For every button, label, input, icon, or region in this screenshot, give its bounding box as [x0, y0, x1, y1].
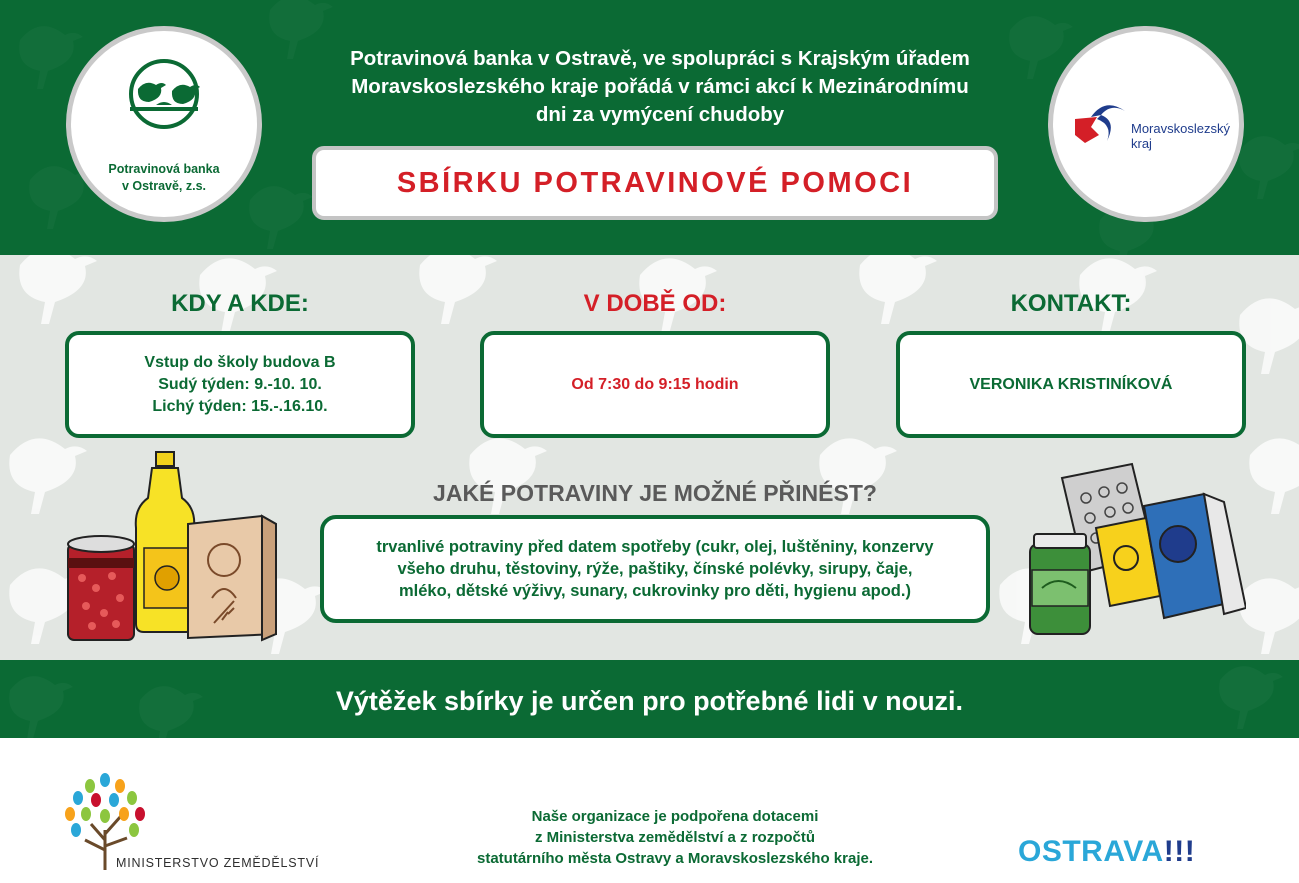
ostrava-word: OSTRAVA: [1018, 835, 1164, 868]
ministry-logo-text: MINISTERSTVO ZEMĚDĚLSTVÍ: [116, 856, 320, 870]
foods-line: všeho druhu, těstoviny, rýže, paštiky, čínské polévky, sirupy, čaje,: [397, 560, 913, 578]
time-heading: V DOBĚ OD:: [583, 290, 727, 317]
intro-line: Moravskoslezského kraje pořádá v rámci akcí k Mezinárodnímu: [351, 75, 969, 98]
foods-line: mléko, dětské výživy, sunary, cukrovinky pro děti, hygienu apod.): [399, 582, 911, 600]
time-box: [480, 331, 830, 438]
foods-heading: JAKÉ POTRAVINY JE MOŽNÉ PŘINÉST?: [433, 480, 877, 506]
sponsor-line: Naše organizace je podpořena dotacemi: [531, 808, 819, 825]
time-text: Od 7:30 do 9:15 hodin: [571, 375, 739, 393]
even-week-text: Sudý týden: 9.-10. 10.: [158, 375, 322, 393]
msk-logo-text: Moravskoslezský kraj: [1131, 121, 1230, 151]
odd-week-text: Lichý týden: 15.-.16.10.: [152, 397, 328, 415]
foods-box: [320, 515, 990, 623]
bird-logo-icon: [116, 59, 212, 129]
sponsor-text: [380, 806, 970, 869]
contact-heading: KONTAKT:: [1010, 290, 1132, 317]
location-text: Vstup do školy budova B: [144, 353, 336, 371]
sponsor-line: statutárního města Ostravy a Moravskoslezského kraje.: [476, 850, 873, 867]
when-where-heading: KDY A KDE:: [171, 290, 309, 317]
intro-text: [300, 45, 1020, 129]
oil-bottle-icon: [136, 452, 195, 632]
ostrava-logo: [1018, 835, 1195, 869]
msk-region-logo: [1048, 26, 1244, 222]
cereal-box-icon: [1144, 494, 1246, 618]
foods-line: trvanlivé potraviny před datem spotřeby (cukr, olej, luštěniny, konzervy: [376, 538, 934, 556]
title-box: [312, 146, 998, 220]
flour-bag-icon: [188, 516, 276, 640]
msk-logo-icon: [1071, 97, 1131, 147]
bean-can-icon: [68, 536, 134, 640]
when-where-box: [65, 331, 415, 438]
intro-line: Potravinová banka v Ostravě, ve spolupráci s Krajským úřadem: [350, 47, 970, 70]
page-title: SBÍRKU POTRAVINOVÉ POMOCI: [396, 166, 914, 199]
food-bank-logo: [66, 26, 262, 222]
ostrava-exclamations: !!!: [1163, 835, 1196, 868]
banner-text: Výtěžek sbírky je určen pro potřebné lidi v nouzi.: [335, 686, 964, 716]
sponsor-line: z Ministerstva zemědělství a z rozpočtů: [534, 829, 816, 846]
contact-name: VERONIKA KRISTINÍKOVÁ: [969, 375, 1173, 393]
contact-box: [896, 331, 1246, 438]
intro-line: dni za vymýcení chudoby: [535, 103, 785, 126]
pickle-jar-icon: [1030, 534, 1090, 634]
food-illustration-right: [1026, 458, 1246, 638]
food-bank-logo-text: Potravinová banka v Ostravě, z.s.: [108, 162, 220, 193]
food-illustration-left: [64, 448, 284, 648]
